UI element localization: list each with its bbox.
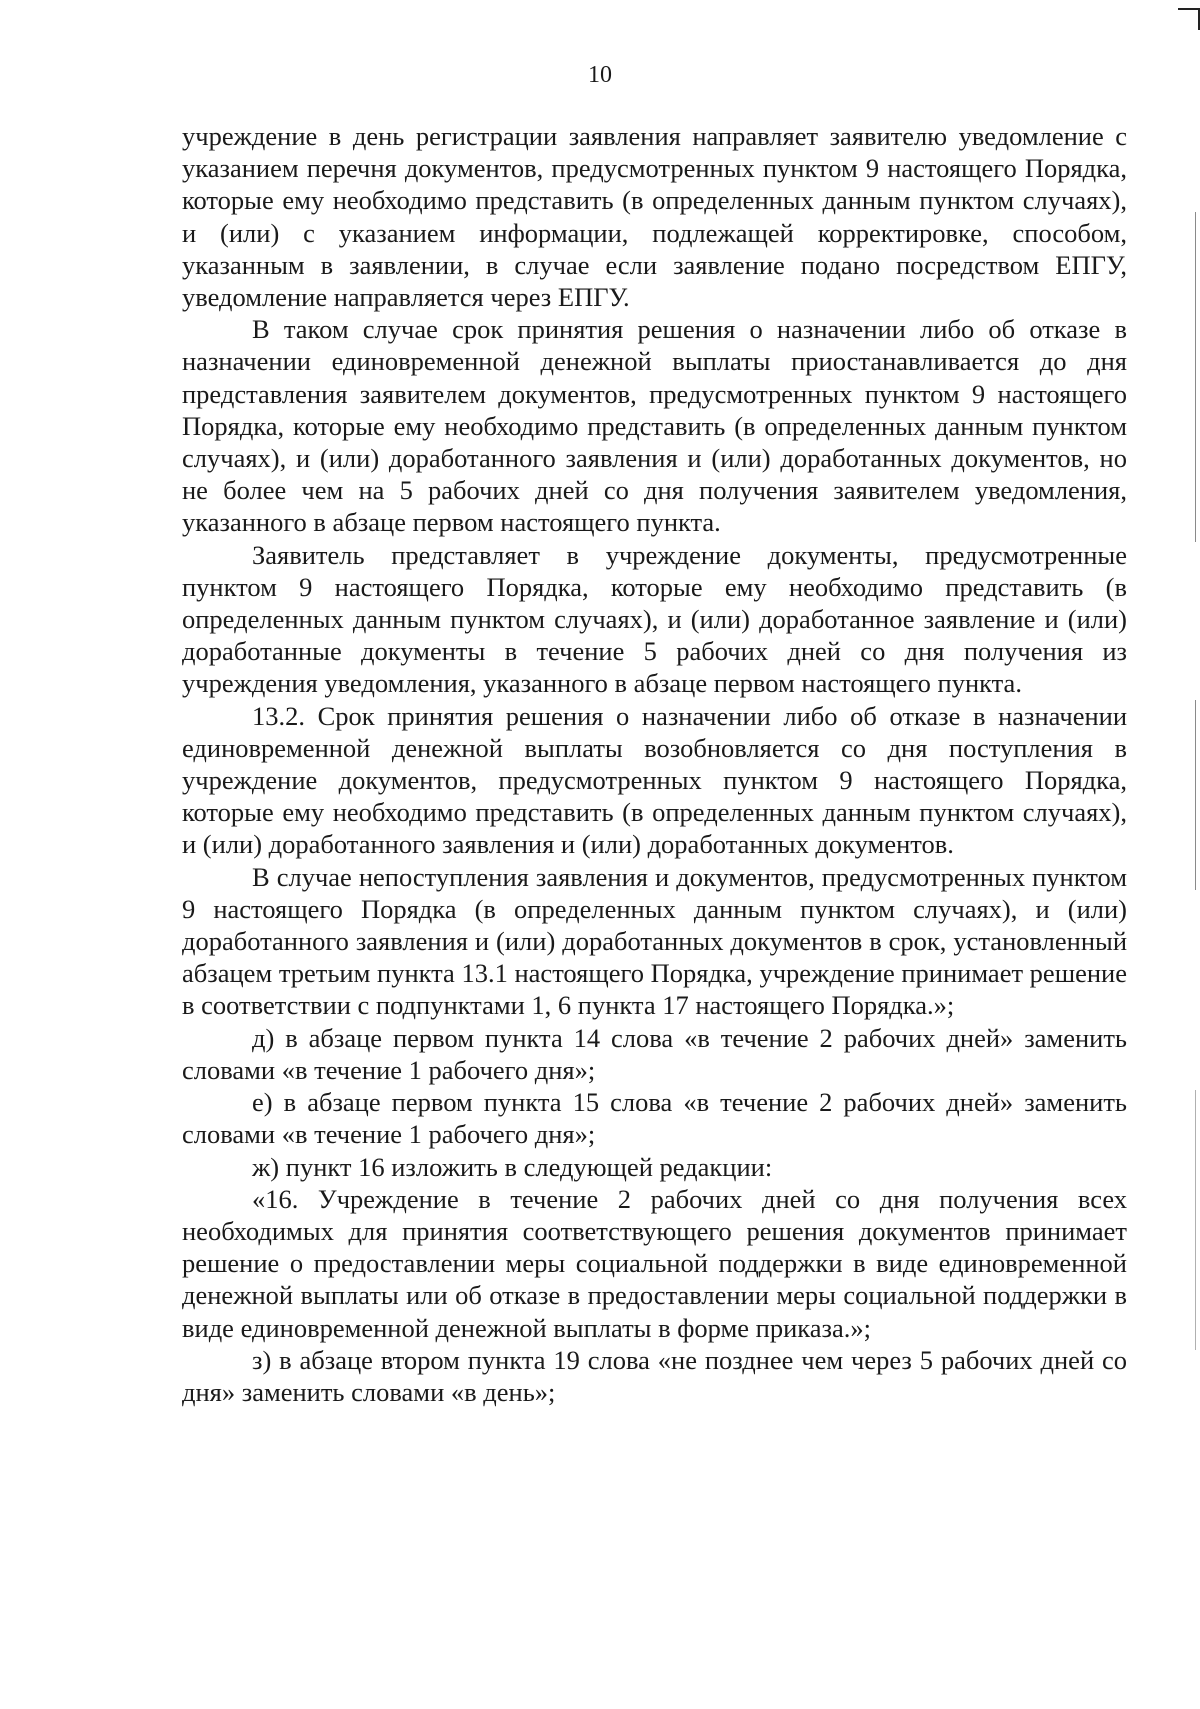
paragraph-13-2: 13.2. Срок принятия решения о назначении либо об отказе в назначении единовременной денежной выплаты возобновляется со дня поступления в учреждение документов, предусмотренных пунктом 9 настоящего Порядка, которые ему необходимо представить (в определенных данным пунктом случаях), и (или) доработанного заявления и (или) доработанных документов. — [182, 700, 1127, 860]
paragraph-item-e: е) в абзаце первом пункта 15 слова «в течение 2 рабочих дней» заменить словами «в течение 1 рабочего дня»; — [182, 1087, 1127, 1150]
paragraph-item-16: «16. Учреждение в течение 2 рабочих дней со дня получения всех необходимых для принятия соответствующего решения документов принимает решение о предоставлении меры социальной поддержки в виде единовременной денежной выплаты или об отказе в предоставлении меры социальной поддержки в виде единовременной денежной выплаты в форме приказа.»; — [182, 1183, 1127, 1343]
document-body — [182, 120, 1127, 1408]
scan-edge-line — [1195, 212, 1196, 542]
paragraph-continuation: учреждение в день регистрации заявления направляет заявителю уведомление с указанием перечня документов, предусмотренных пунктом 9 настоящего Порядка, которые ему необходимо представить (в определенных данным пунктом случаях), и (или) с указанием информации, подлежащей корректировке, способом, указанным в заявлении, в случае если заявление подано посредством ЕПГУ, уведомление направляется через ЕПГУ. — [182, 121, 1127, 313]
paragraph-item-d: д) в абзаце первом пункта 14 слова «в течение 2 рабочих дней» заменить словами «в течение 1 рабочего дня»; — [182, 1022, 1127, 1085]
paragraph: В случае непоступления заявления и документов, предусмотренных пунктом 9 настоящего Порядка (в определенных данным пунктом случаях), и (или) доработанного заявления и (или) доработанных документов в срок, установленный абзацем третьим пункта 13.1 настоящего Порядка, учреждение принимает решение в соответствии с подпунктами 1, 6 пункта 17 настоящего Порядка.»; — [182, 861, 1127, 1021]
paragraph: В таком случае срок принятия решения о назначении либо об отказе в назначении единовременной денежной выплаты приостанавливается до дня представления заявителем документов, предусмотренных пунктом 9 настоящего Порядка, которые ему необходимо представить (в определенных данным пунктом случаях), и (или) доработанного заявления и (или) доработанных документов, но не более чем на 5 рабочих дней со дня получения заявителем уведомления, указанного в абзаце первом настоящего пункта. — [182, 314, 1127, 538]
page-number: 10 — [588, 62, 612, 88]
paragraph: Заявитель представляет в учреждение документы, предусмотренные пунктом 9 настоящего Порядка, которые ему необходимо представить (в определенных данным пунктом случаях), и (или) доработанное заявление и (или) доработанные документы в течение 5 рабочих дней со дня получения из учреждения уведомления, указанного в абзаце первом настоящего пункта. — [182, 539, 1127, 699]
scan-edge-line — [1195, 700, 1196, 890]
paragraph-item-zh: ж) пункт 16 изложить в следующей редакции: — [252, 1151, 773, 1182]
paragraph-item-z: з) в абзаце втором пункта 19 слова «не позднее чем через 5 рабочих дней со дня» заменить словами «в день»; — [182, 1344, 1127, 1407]
scan-corner-mark — [1178, 8, 1200, 30]
scan-edge-line — [1195, 1090, 1196, 1350]
